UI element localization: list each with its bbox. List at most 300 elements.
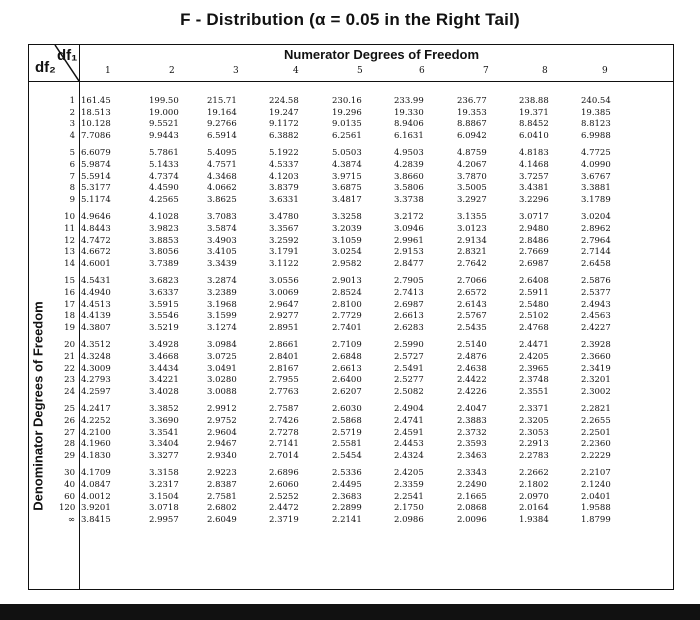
table-cell: 4.2417	[81, 404, 111, 415]
table-cell: 2.7905	[394, 276, 424, 287]
table-cell: 3.9823	[149, 224, 179, 234]
table-cell: 2.7642	[457, 258, 487, 269]
table-cell: 4.7374	[149, 171, 179, 182]
table-cell: 2.2107	[581, 468, 611, 479]
table-cell: 3.3541	[149, 427, 179, 438]
table-cell: 2.9961	[394, 235, 424, 246]
table-cell: 2.3551	[519, 386, 549, 397]
table-cell: 1.9384	[519, 514, 549, 525]
table-cell: 3.4817	[332, 194, 362, 205]
column-header-8: 8	[542, 66, 548, 76]
table-cell: 3.1789	[581, 194, 611, 205]
table-cell: 2.6143	[457, 299, 487, 310]
row-label-df2-19: 20	[64, 340, 75, 351]
table-cell: 2.3928	[581, 340, 611, 351]
table-cell: 2.3053	[519, 427, 549, 438]
table-cell: 3.2039	[332, 224, 362, 234]
table-cell: 230.16	[332, 96, 362, 106]
row-label-df2-3: 4	[69, 130, 75, 141]
table-cell: 6.0942	[457, 130, 487, 141]
denominator-title-box	[29, 281, 47, 531]
table-cell: 2.3683	[332, 491, 362, 502]
table-cell: 19.371	[519, 107, 549, 118]
table-cell: 2.8321	[457, 247, 487, 258]
table-cell: 2.2821	[581, 404, 611, 415]
table-cell: 2.7066	[457, 276, 487, 287]
table-cell: 19.330	[394, 107, 424, 118]
table-cell: 2.4227	[581, 322, 611, 333]
table-cell: 4.0990	[581, 160, 611, 170]
table-cell: 2.7401	[332, 322, 362, 333]
table-cell: 3.8853	[149, 235, 179, 246]
table-cell: 3.2927	[457, 194, 487, 205]
table-cell: 4.7571	[207, 160, 237, 170]
table-cell: 4.3009	[81, 363, 111, 374]
table-cell: 2.5102	[519, 311, 549, 322]
table-cell: 2.9134	[457, 235, 487, 246]
row-label-df2-31: 60	[64, 491, 75, 502]
table-cell: 4.3807	[81, 322, 111, 333]
table-cell: 2.8401	[269, 352, 299, 362]
table-cell: 2.3371	[519, 404, 549, 415]
table-cell: 3.3439	[207, 258, 237, 269]
table-cell: 2.7964	[581, 235, 611, 246]
table-cell: 2.2783	[519, 450, 549, 461]
row-label-df2-17: 18	[64, 311, 75, 322]
table-cell: 3.0946	[394, 224, 424, 234]
table-cell: 2.7109	[332, 340, 362, 351]
table-cell: 9.2766	[207, 119, 237, 130]
table-cell: 2.9604	[207, 427, 237, 438]
row-label-df2-21: 22	[64, 363, 75, 374]
table-cell: 2.5480	[519, 299, 549, 310]
table-cell: 2.6896	[269, 468, 299, 479]
table-cell: 2.3419	[581, 363, 611, 374]
table-cell: 5.4095	[207, 148, 237, 159]
table-cell: 3.2874	[207, 276, 237, 287]
table-cell: 2.6030	[332, 404, 362, 415]
table-cell: 6.6079	[81, 148, 111, 159]
row-label-df2-13: 14	[64, 258, 75, 269]
table-cell: 4.2252	[81, 416, 111, 426]
table-cell: 2.8387	[207, 480, 237, 490]
table-cell: 3.7257	[519, 171, 549, 182]
table-cell: 19.164	[207, 107, 237, 118]
table-cell: 5.1174	[81, 194, 111, 205]
table-cell: 3.0717	[519, 212, 549, 223]
table-cell: 2.6400	[332, 375, 362, 386]
table-cell: 2.3593	[457, 439, 487, 450]
table-cell: 224.58	[269, 96, 299, 106]
table-cell: 4.0012	[81, 491, 111, 502]
table-cell: 2.9467	[207, 439, 237, 450]
table-cell: 4.9503	[394, 148, 424, 159]
table-cell: 3.8625	[207, 194, 237, 205]
table-cell: 4.3468	[207, 171, 237, 182]
table-cell: 3.2317	[149, 480, 179, 490]
table-cell: 2.0164	[519, 503, 549, 514]
column-header-2: 2	[169, 66, 175, 76]
table-cell: 2.2655	[581, 416, 611, 426]
table-cell: 4.1830	[81, 450, 111, 461]
table-cell: 215.71	[207, 96, 237, 106]
table-cell: 2.8524	[332, 288, 362, 298]
table-cell: 2.6987	[519, 258, 549, 269]
table-cell: 3.2172	[394, 212, 424, 223]
table-cell: 4.7472	[81, 235, 111, 246]
row-label-df2-10: 11	[64, 224, 75, 234]
denominator-title: Denominator Degrees of Freedom	[30, 301, 46, 511]
table-cell: 2.5435	[457, 322, 487, 333]
row-label-df2-18: 19	[64, 322, 75, 333]
table-cell: 2.5581	[332, 439, 362, 450]
row-label-df2-2: 3	[69, 119, 75, 130]
table-cell: 4.6672	[81, 247, 111, 258]
table-cell: 19.000	[149, 107, 179, 118]
table-cell: 2.7955	[269, 375, 299, 386]
table-cell: 2.2141	[332, 514, 362, 525]
table-cell: 2.0401	[581, 491, 611, 502]
table-cell: 3.0204	[581, 212, 611, 223]
table-cell: 2.5252	[269, 491, 299, 502]
table-cell: 4.4940	[81, 288, 111, 298]
table-cell: 2.7763	[269, 386, 299, 397]
table-cell: 5.3177	[81, 183, 111, 194]
table-cell: 2.5868	[332, 416, 362, 426]
table-cell: 3.1968	[207, 299, 237, 310]
table-cell: 2.7669	[519, 247, 549, 258]
table-cell: 3.6875	[332, 183, 362, 194]
table-cell: 2.7729	[332, 311, 362, 322]
table-cell: 2.3359	[394, 480, 424, 490]
table-cell: 3.4434	[149, 363, 179, 374]
table-cell: 2.4495	[332, 480, 362, 490]
table-cell: 2.4205	[394, 468, 424, 479]
table-cell: 2.5491	[394, 363, 424, 374]
row-label-df2-33: ∞	[67, 514, 75, 525]
row-label-df2-29: 30	[64, 468, 75, 479]
page-title: F - Distribution (α = 0.05 in the Right Tail)	[180, 10, 520, 29]
table-cell: 2.1240	[581, 480, 611, 490]
table-cell: 2.6572	[457, 288, 487, 298]
table-cell: 3.4668	[149, 352, 179, 362]
row-label-df2-0: 1	[69, 96, 75, 106]
table-cell: 2.3201	[581, 375, 611, 386]
table-cell: 2.3205	[519, 416, 549, 426]
row-label-df2-26: 27	[64, 427, 75, 438]
table-cell: 2.2360	[581, 439, 611, 450]
table-cell: 2.7278	[269, 427, 299, 438]
table-cell: 3.4221	[149, 375, 179, 386]
table-cell: 2.4472	[269, 503, 299, 514]
table-cell: 4.8759	[457, 148, 487, 159]
table-cell: 3.0254	[332, 247, 362, 258]
table-cell: 2.4226	[457, 386, 487, 397]
table-cell: 3.3258	[332, 212, 362, 223]
table-cell: 2.4453	[394, 439, 424, 450]
table-cell: 6.2561	[332, 130, 362, 141]
table-cell: 4.2839	[394, 160, 424, 170]
table-cell: 4.2793	[81, 375, 111, 386]
table-cell: 3.4105	[207, 247, 237, 258]
table-cell: 2.4563	[581, 311, 611, 322]
table-cell: 4.6001	[81, 258, 111, 269]
table-cell: 2.5082	[394, 386, 424, 397]
table-cell: 3.3852	[149, 404, 179, 415]
table-cell: 4.8183	[519, 148, 549, 159]
table-cell: 3.1791	[269, 247, 299, 258]
table-cell: 3.7083	[207, 212, 237, 223]
column-header-4: 4	[293, 66, 299, 76]
table-cell: 2.3965	[519, 363, 549, 374]
row-label-df2-27: 28	[64, 439, 75, 450]
table-cell: 3.6767	[581, 171, 611, 182]
table-cell: 2.2490	[457, 480, 487, 490]
table-cell: 3.4780	[269, 212, 299, 223]
table-cell: 2.5990	[394, 340, 424, 351]
table-cell: 2.9912	[207, 404, 237, 415]
table-cell: 3.7389	[149, 258, 179, 269]
table-cell: 2.6613	[332, 363, 362, 374]
table-cell: 2.2541	[394, 491, 424, 502]
table-cell: 3.6331	[269, 194, 299, 205]
row-label-df2-11: 12	[64, 235, 75, 246]
table-cell: 3.0725	[207, 352, 237, 362]
table-cell: 3.0280	[207, 375, 237, 386]
table-cell: 3.1355	[457, 212, 487, 223]
table-cell: 3.9715	[332, 171, 362, 182]
table-cell: 3.5915	[149, 299, 179, 310]
table-cell: 233.99	[394, 96, 424, 106]
table-cell: 4.3248	[81, 352, 111, 362]
row-label-df2-32: 120	[59, 503, 76, 514]
table-cell: 3.5874	[207, 224, 237, 234]
row-label-df2-1: 2	[69, 107, 75, 118]
table-cell: 2.1665	[457, 491, 487, 502]
table-cell: 2.5140	[457, 340, 487, 351]
table-cell: 2.5911	[519, 288, 549, 298]
row-label-df2-12: 13	[64, 247, 75, 258]
table-cell: 3.3277	[149, 450, 179, 461]
table-cell: 9.9443	[149, 130, 179, 141]
table-cell: 2.3732	[457, 427, 487, 438]
row-label-df2-20: 21	[64, 352, 75, 362]
table-cell: 2.9340	[207, 450, 237, 461]
row-label-df2-28: 29	[64, 450, 75, 461]
table-cell: 4.2597	[81, 386, 111, 397]
table-cell: 3.3881	[581, 183, 611, 194]
row-label-df2-7: 8	[69, 183, 75, 194]
table-cell: 3.2389	[207, 288, 237, 298]
table-cell: 9.5521	[149, 119, 179, 130]
table-cell: 2.7426	[269, 416, 299, 426]
table-cell: 3.0088	[207, 386, 237, 397]
table-cell: 3.3404	[149, 439, 179, 450]
table-cell: 3.2592	[269, 235, 299, 246]
table-cell: 2.5454	[332, 450, 362, 461]
table-cell: 2.3002	[581, 386, 611, 397]
table-cell: 4.4139	[81, 311, 111, 322]
table-cell: 2.9647	[269, 299, 299, 310]
column-header-7: 7	[483, 66, 489, 76]
table-cell: 2.3883	[457, 416, 487, 426]
column-header-3: 3	[233, 66, 239, 76]
table-cell: 2.2501	[581, 427, 611, 438]
table-cell: 3.8379	[269, 183, 299, 194]
table-cell: 3.5219	[149, 322, 179, 333]
table-cell: 3.7870	[457, 171, 487, 182]
table-cell: 2.0096	[457, 514, 487, 525]
table-cell: 3.3567	[269, 224, 299, 234]
table-cell: 3.1059	[332, 235, 362, 246]
table-cell: 2.4422	[457, 375, 487, 386]
table-cell: 2.2899	[332, 503, 362, 514]
table-cell: 3.3738	[394, 194, 424, 205]
table-cell: 6.1631	[394, 130, 424, 141]
row-label-df2-4: 5	[69, 148, 75, 159]
table-cell: 2.9582	[332, 258, 362, 269]
row-label-df2-6: 7	[69, 171, 75, 182]
table-cell: 238.88	[519, 96, 549, 106]
table-cell: 2.7581	[207, 491, 237, 502]
table-cell: 2.5767	[457, 311, 487, 322]
row-label-df2-5: 6	[69, 160, 75, 170]
table-cell: 8.8452	[519, 119, 549, 130]
table-cell: 3.0069	[269, 288, 299, 298]
table-cell: 4.5431	[81, 276, 111, 287]
table-cell: 2.6848	[332, 352, 362, 362]
table-cell: 4.2067	[457, 160, 487, 170]
table-cell: 2.2229	[581, 450, 611, 461]
table-cell: 2.9957	[149, 514, 179, 525]
table-cell: 4.0662	[207, 183, 237, 194]
table-cell: 4.1468	[519, 160, 549, 170]
table-cell: 2.7014	[269, 450, 299, 461]
table-cell: 2.3660	[581, 352, 611, 362]
table-cell: 3.5546	[149, 311, 179, 322]
table-cell: 10.128	[81, 119, 111, 130]
df2-label: df₂	[35, 59, 56, 76]
table-cell: 19.385	[581, 107, 611, 118]
table-cell: 2.9153	[394, 247, 424, 258]
table-cell: 3.2296	[519, 194, 549, 205]
table-cell: 4.2100	[81, 427, 111, 438]
bottom-bar	[0, 604, 700, 620]
table-cell: 161.45	[81, 96, 111, 106]
table-cell: 2.4471	[519, 340, 549, 351]
table-cell: 2.6283	[394, 322, 424, 333]
table-cell: 3.0718	[149, 503, 179, 514]
table-cell: 2.9752	[207, 416, 237, 426]
table-cell: 2.4741	[394, 416, 424, 426]
table-cell: 3.8415	[81, 514, 111, 525]
table-cell: 3.8056	[149, 247, 179, 258]
table-cell: 1.8799	[581, 514, 611, 525]
table-cell: 3.1504	[149, 491, 179, 502]
table-cell: 2.1802	[519, 480, 549, 490]
table-cell: 3.8660	[394, 171, 424, 182]
table-cell: 4.4513	[81, 299, 111, 310]
table-cell: 240.54	[581, 96, 611, 106]
table-cell: 2.5277	[394, 375, 424, 386]
table-cell: 2.0868	[457, 503, 487, 514]
table-cell: 4.2565	[149, 194, 179, 205]
table-cell: 3.0984	[207, 340, 237, 351]
table-cell: 2.6049	[207, 514, 237, 525]
table-cell: 2.0970	[519, 491, 549, 502]
table-cell: 3.1599	[207, 311, 237, 322]
f-distribution-table	[28, 44, 674, 590]
table-cell: 2.5336	[332, 468, 362, 479]
table-cell: 2.0986	[394, 514, 424, 525]
table-cell: 7.7086	[81, 130, 111, 141]
table-cell: 3.5806	[394, 183, 424, 194]
table-cell: 3.0123	[457, 224, 487, 234]
table-cell: 19.247	[269, 107, 299, 118]
table-cell: 6.3882	[269, 130, 299, 141]
table-cell: 2.4768	[519, 322, 549, 333]
table-cell: 2.3463	[457, 450, 487, 461]
table-cell: 2.7144	[581, 247, 611, 258]
table-cell: 3.4928	[149, 340, 179, 351]
table-cell: 3.3690	[149, 416, 179, 426]
table-cell: 2.6613	[394, 311, 424, 322]
table-cell: 4.3512	[81, 340, 111, 351]
row-label-df2-15: 16	[64, 288, 75, 298]
table-cell: 4.4590	[149, 183, 179, 194]
table-cell: 2.4205	[519, 352, 549, 362]
table-cell: 5.7861	[149, 148, 179, 159]
table-cell: 5.9874	[81, 160, 111, 170]
table-cell: 4.1709	[81, 468, 111, 479]
table-cell: 4.7725	[581, 148, 611, 159]
table-cell: 9.0135	[332, 119, 362, 130]
table-cell: 4.1960	[81, 439, 111, 450]
table-cell: 2.3748	[519, 375, 549, 386]
row-label-df2-16: 17	[64, 299, 75, 310]
table-cell: 2.1750	[394, 503, 424, 514]
header-divider	[29, 81, 673, 82]
table-cell: 2.8661	[269, 340, 299, 351]
table-cell: 4.0847	[81, 480, 111, 490]
table-cell: 4.3874	[332, 160, 362, 170]
row-label-df2-9: 10	[64, 212, 75, 223]
table-cell: 2.4904	[394, 404, 424, 415]
table-cell: 5.0503	[332, 148, 362, 159]
table-cell: 2.9277	[269, 311, 299, 322]
row-label-divider	[79, 45, 80, 589]
column-header-6: 6	[419, 66, 425, 76]
column-header-9: 9	[602, 66, 608, 76]
table-cell: 2.5876	[581, 276, 611, 287]
table-cell: 2.2662	[519, 468, 549, 479]
table-cell: 6.9988	[581, 130, 611, 141]
table-cell: 8.8123	[581, 119, 611, 130]
table-cell: 2.8951	[269, 322, 299, 333]
table-cell: 2.4638	[457, 363, 487, 374]
table-cell: 18.513	[81, 107, 111, 118]
table-cell: 4.1203	[269, 171, 299, 182]
table-cell: 2.8167	[269, 363, 299, 374]
table-cell: 3.4903	[207, 235, 237, 246]
table-cell: 9.1172	[269, 119, 299, 130]
table-cell: 199.50	[149, 96, 179, 106]
table-cell: 2.6987	[394, 299, 424, 310]
table-cell: 6.0410	[519, 130, 549, 141]
table-cell: 2.5727	[394, 352, 424, 362]
table-cell: 5.5914	[81, 171, 111, 182]
table-cell: 2.4943	[581, 299, 611, 310]
